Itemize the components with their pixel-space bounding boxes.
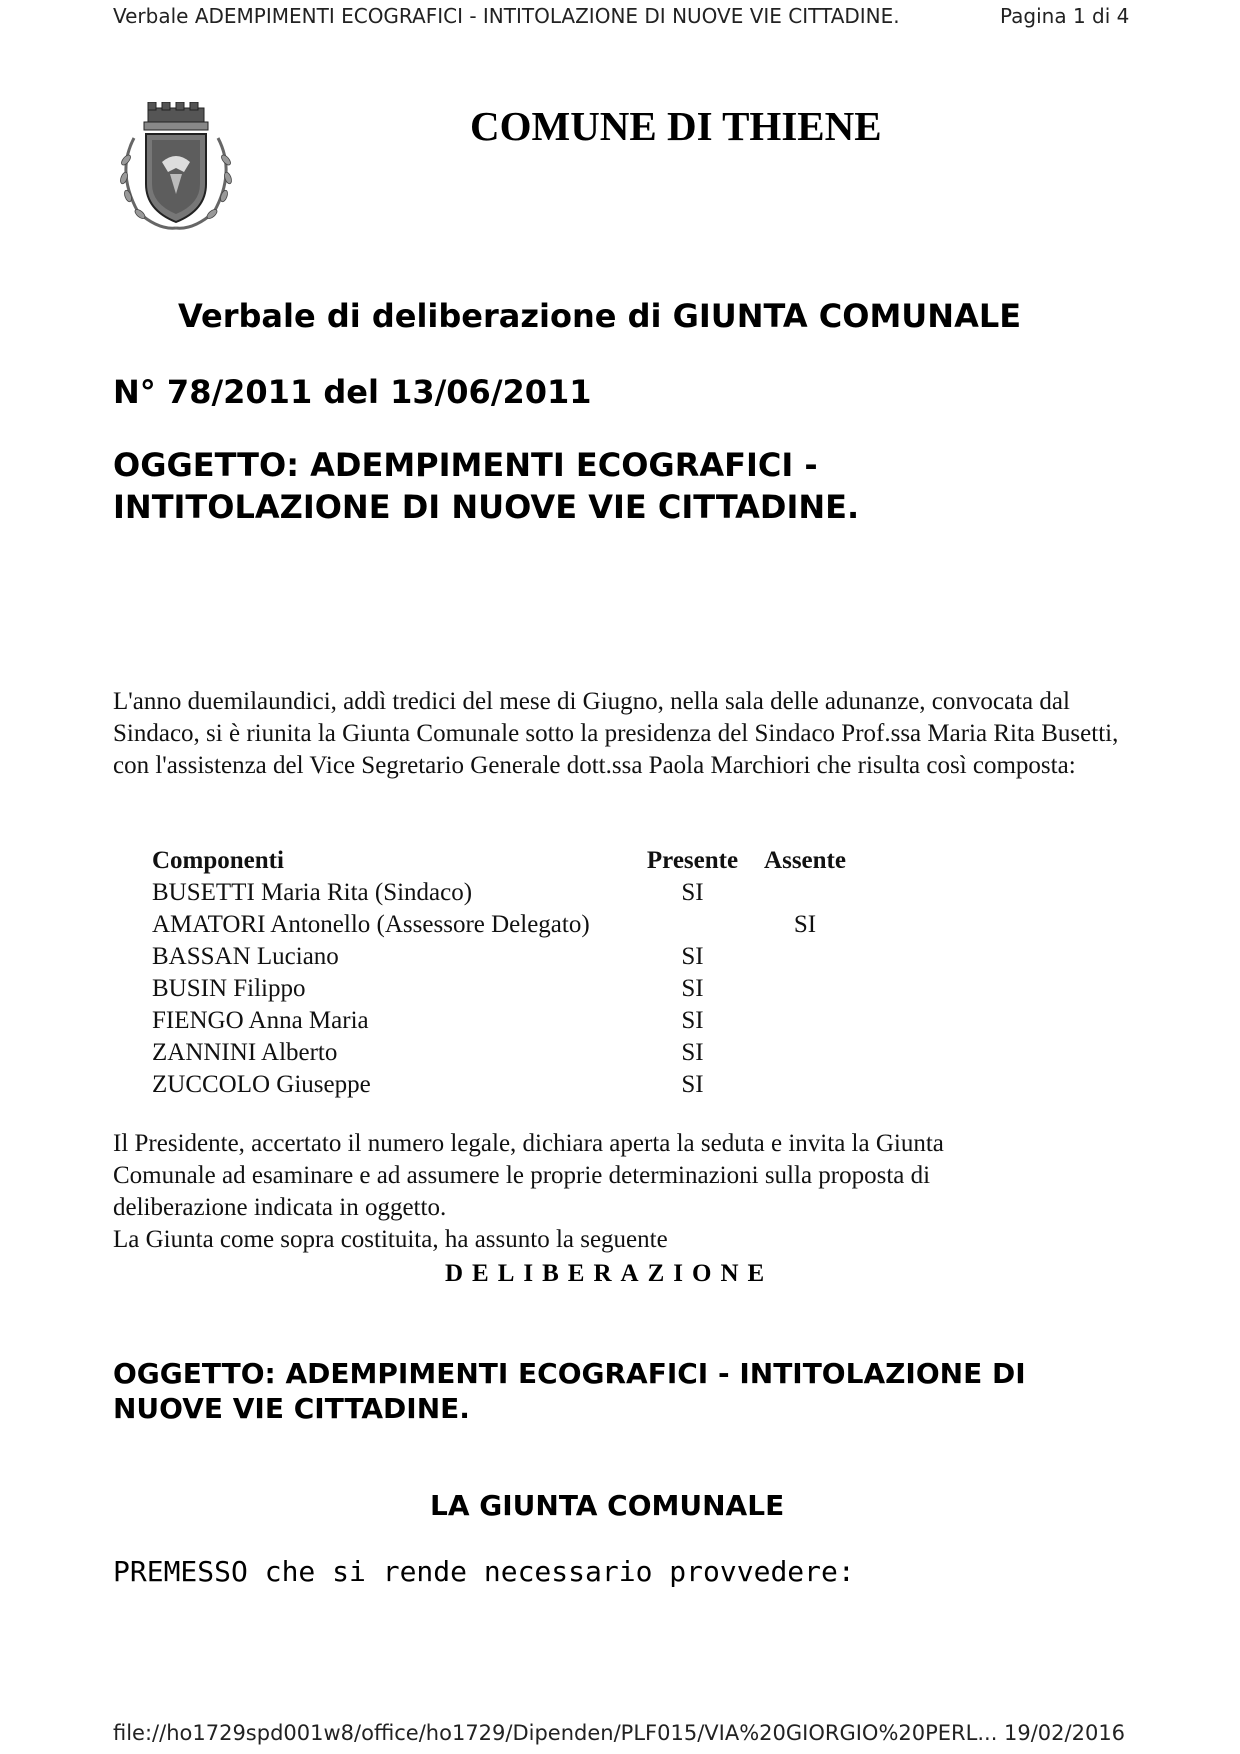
table-row [152, 1037, 855, 1069]
coat-of-arms-icon [112, 102, 240, 236]
verbale-title: Verbale di deliberazione di GIUNTA COMUNALE [178, 297, 1022, 335]
giunta-heading: LA GIUNTA COMUNALE [430, 1489, 785, 1522]
column-header-presente: Presente [646, 847, 739, 874]
table-row [152, 1005, 855, 1037]
oggetto-line: OGGETTO: ADEMPIMENTI ECOGRAFICI - [113, 446, 818, 484]
footer-file-url: file://ho1729spd001w8/office/ho1729/Dipenden/PLF015/VIA%20GIORGIO%20PERL... [113, 1721, 998, 1745]
column-header-assente: Assente [764, 847, 846, 874]
oggetto-heading-repeat [113, 1356, 1026, 1426]
oggetto-line: INTITOLAZIONE DI NUOVE VIE CITTADINE. [113, 488, 860, 526]
presente-cell: SI [681, 1039, 704, 1066]
footer-date: 19/02/2016 [1004, 1721, 1126, 1745]
column-header-componenti: Componenti [152, 847, 284, 874]
component-name: AMATORI Antonello (Assessore Delegato) [152, 911, 590, 938]
comune-title: COMUNE DI THIENE [470, 103, 882, 149]
oggetto-heading [113, 444, 859, 528]
presente-cell: SI [681, 1071, 704, 1098]
component-name: FIENGO Anna Maria [152, 1007, 369, 1034]
assente-cell [755, 941, 855, 973]
component-name: ZANNINI Alberto [152, 1039, 338, 1066]
assente-cell [755, 1005, 855, 1037]
presente-cell: SI [681, 1007, 704, 1034]
print-header-title: Verbale ADEMPIMENTI ECOGRAFICI - INTITOLAZIONE DI NUOVE VIE CITTADINE. [113, 4, 900, 28]
presente-cell: SI [681, 943, 704, 970]
assente-cell [755, 1037, 855, 1069]
table-row [152, 909, 855, 941]
assente-cell [755, 877, 855, 909]
closing-line: Comunale ad esaminare e ad assumere le proprie determinazioni sulla proposta di [113, 1162, 931, 1189]
oggetto-line: NUOVE VIE CITTADINE. [113, 1392, 470, 1425]
component-name: BUSIN Filippo [152, 975, 306, 1002]
deliberazione-heading: DELIBERAZIONE [445, 1260, 774, 1287]
component-name: BASSAN Luciano [152, 943, 339, 970]
closing-paragraph [113, 1128, 1133, 1256]
closing-line: Il Presidente, accertato il numero legale, dichiara aperta la seduta e invita la Giunta [113, 1130, 944, 1157]
closing-line: deliberazione indicata in oggetto. [113, 1194, 447, 1221]
component-name: ZUCCOLO Giuseppe [152, 1071, 371, 1098]
table-row [152, 941, 855, 973]
closing-line: La Giunta come sopra costituita, ha assunto la seguente [113, 1226, 668, 1253]
components-table [152, 845, 855, 1101]
component-name: BUSETTI Maria Rita (Sindaco) [152, 879, 473, 906]
print-header-page-number: Pagina 1 di 4 [1000, 4, 1130, 28]
assente-cell: SI [793, 911, 817, 938]
table-row [152, 973, 855, 1005]
verbale-number: N° 78/2011 del 13/06/2011 [113, 373, 592, 411]
presente-cell: SI [681, 975, 704, 1002]
presente-cell [630, 909, 755, 941]
table-header-row [152, 845, 855, 877]
oggetto-line: OGGETTO: ADEMPIMENTI ECOGRAFICI - INTITOLAZIONE DI [113, 1357, 1026, 1390]
presente-cell: SI [681, 879, 704, 906]
assente-cell [755, 1069, 855, 1101]
table-row [152, 877, 855, 909]
intro-paragraph: L'anno duemilaundici, addì tredici del mese di Giugno, nella sala delle adunanze, convocata dal Sindaco, si è riunita la Giunta Comunale sotto la presidenza del Sindaco Prof.ssa Maria Rita Busetti, con l'assistenza del Vice Segretario Generale dott.ssa Paola Marchiori che risulta così composta: [113, 688, 1119, 779]
assente-cell [755, 973, 855, 1005]
premesso-text: PREMESSO che si rende necessario provvedere: [113, 1555, 855, 1588]
table-row [152, 1069, 855, 1101]
